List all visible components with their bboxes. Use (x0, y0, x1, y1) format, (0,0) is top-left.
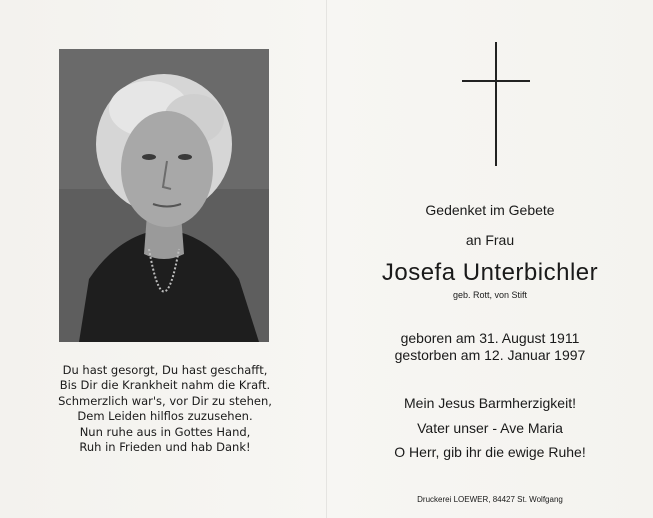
poem-line: Bis Dir die Krankheit nahm die Kraft. (59, 378, 271, 393)
printer-credit: Druckerei LOEWER, 84427 St. Wolfgang (417, 495, 563, 504)
poem-line: Du hast gesorgt, Du hast geschafft, (62, 363, 268, 377)
remembrance-heading: Gedenket im Gebete (425, 202, 555, 218)
card-fold-line (326, 0, 327, 518)
poem-line: Nun ruhe aus in Gottes Hand, (79, 424, 251, 439)
portrait-photo (59, 49, 269, 342)
prayer-line: Mein Jesus Barmherzigkeit! (404, 395, 576, 411)
poem-line: Schmerzlich war's, vor Dir zu stehen, (58, 393, 272, 408)
prayer-line: O Herr, gib ihr die ewige Ruhe! (394, 444, 586, 460)
birth-date: geboren am 31. August 1911 (400, 330, 580, 346)
poem-line: Ruh in Frieden und hab Dank! (79, 440, 251, 455)
prayer-line: Vater unser - Ave Maria (417, 420, 563, 436)
poem-line: Dem Leiden hilflos zuzusehen. (77, 409, 253, 424)
cross-icon (462, 42, 530, 166)
maiden-name: geb. Rott, von Stift (452, 290, 528, 300)
deceased-name: Josefa Unterbichler (381, 259, 599, 286)
salutation: an Frau (465, 232, 515, 248)
memorial-poem (40, 363, 290, 455)
death-date: gestorben am 12. Januar 1997 (394, 347, 586, 363)
